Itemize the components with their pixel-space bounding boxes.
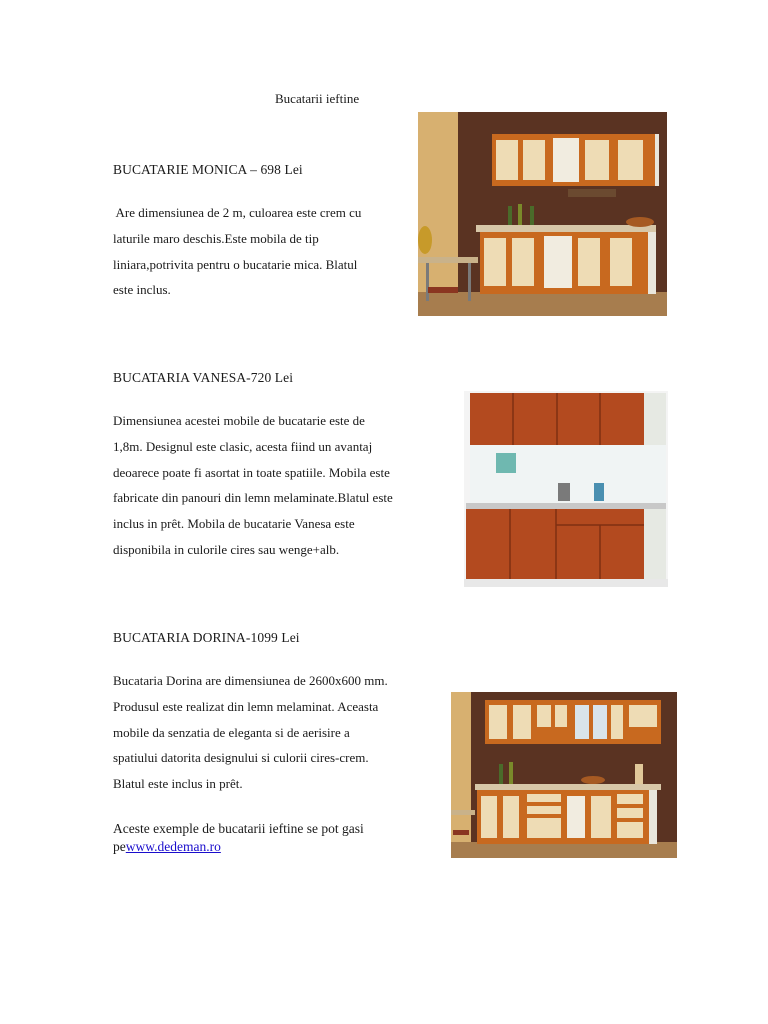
closing-link-line (113, 838, 364, 856)
product-heading-vanesa: BUCATARIA VANESA-720 Lei (113, 370, 294, 385)
closing-line: Aceste exemple de bucatarii ieftine se pot gasi (113, 821, 364, 836)
product-description-vanesa (113, 408, 393, 563)
description-line: disponibila in culorile cires sau wenge+alb. (113, 541, 340, 557)
closing-paragraph (113, 820, 364, 856)
product-heading-monica: BUCATARIE MONICA – 698 Lei (113, 162, 303, 177)
document-title: Bucatarii ieftine (275, 91, 360, 106)
description-line: inclus in prêt. Mobila de bucatarie Vanesa este (113, 516, 355, 532)
description-line: Blatul este inclus in prêt. (113, 776, 243, 792)
description-line: Bucataria Dorina are dimensiunea de 2600x600 mm. (113, 673, 388, 688)
kitchen-photo-vanesa (464, 391, 668, 587)
description-line: fabricate din panouri din lemn melaminate.Blatul este (113, 490, 393, 506)
description-line: spatiului datorita designului si culorii cires-crem. (113, 750, 369, 766)
description-line: Are dimensiunea de 2 m, culoarea este crem cu (113, 205, 362, 220)
description-line: Dimensiunea acestei mobile de bucatarie este de (113, 413, 365, 428)
kitchen-photo-dorina (451, 692, 677, 858)
description-line: laturile maro deschis.Este mobila de tip (113, 230, 319, 246)
description-line: Produsul este realizat din lemn melaminat. Aceasta (113, 698, 379, 714)
kitchen-photo-monica (418, 112, 667, 316)
description-line: mobile da senzatia de eleganta si de aerisire a (113, 724, 350, 740)
product-description-dorina (113, 668, 388, 797)
closing-prefix: pe (113, 839, 126, 854)
product-heading-dorina: BUCATARIA DORINA-1099 Lei (113, 630, 300, 645)
description-line: este inclus. (113, 282, 171, 298)
description-line: 1,8m. Designul este clasic, acesta fiind un avantaj (113, 438, 373, 454)
description-line: deoarece poate fi asortat in toate spatiile. Mobila este (113, 464, 390, 480)
description-line: liniara,potrivita pentru o bucatarie mica. Blatul (113, 256, 358, 272)
dedeman-link[interactable]: www.dedeman.ro (125, 839, 221, 854)
product-description-monica (113, 200, 361, 303)
